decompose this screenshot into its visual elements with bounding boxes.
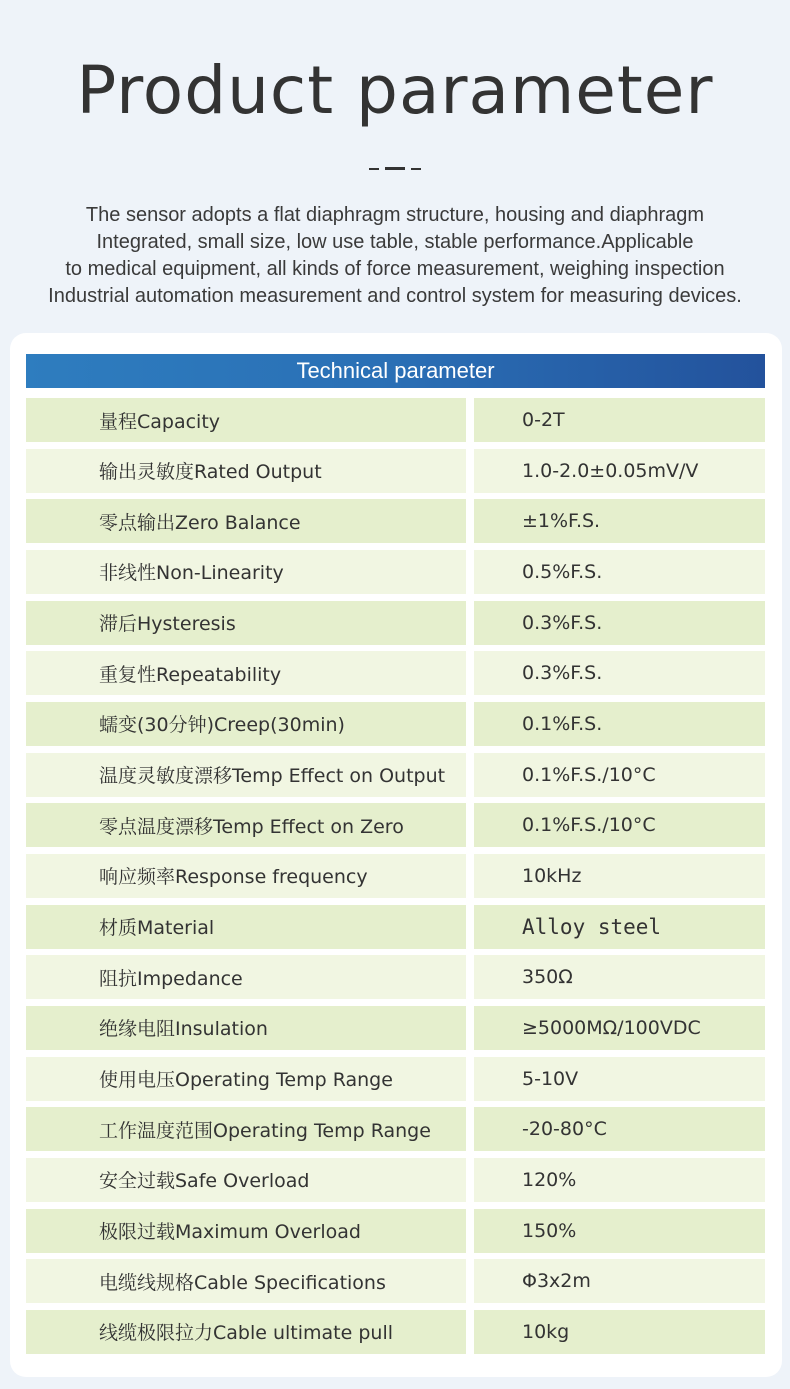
table-row: [26, 550, 765, 594]
intro-line: to medical equipment, all kinds of force measurement, weighing inspection: [65, 258, 725, 280]
param-value: 0.3%F.S.: [474, 601, 765, 645]
table-row: [26, 1006, 765, 1050]
param-name: 响应频率Response frequency: [26, 854, 466, 898]
param-value: -20-80°C: [474, 1107, 765, 1151]
table-row: [26, 1107, 765, 1151]
param-name: 温度灵敏度漂移Temp Effect on Output: [26, 753, 466, 797]
param-name: 材质Material: [26, 905, 466, 949]
intro-line: Integrated, small size, low use table, stable performance.Applicable: [96, 231, 694, 253]
param-value: 0-2T: [474, 398, 765, 442]
page-title: Product parameter: [76, 52, 714, 129]
table-row: [26, 449, 765, 493]
intro-text: [0, 202, 790, 310]
table-row: [26, 753, 765, 797]
table-row: [26, 702, 765, 746]
param-name: 电缆线规格Cable Specifications: [26, 1259, 466, 1303]
param-name: 阻抗Impedance: [26, 955, 466, 999]
intro-line: Industrial automation measurement and control system for measuring devices.: [48, 285, 742, 307]
table-row: [26, 1259, 765, 1303]
param-name: 极限过载Maximum Overload: [26, 1209, 466, 1253]
table-row: [26, 651, 765, 695]
param-name: 非线性Non-Linearity: [26, 550, 466, 594]
title-divider: [369, 166, 423, 172]
table-row: [26, 905, 765, 949]
table-row: [26, 803, 765, 847]
parameter-table: [26, 398, 765, 1360]
param-name: 量程Capacity: [26, 398, 466, 442]
param-value: 0.1%F.S./10°C: [474, 803, 765, 847]
table-row: [26, 601, 765, 645]
param-name: 安全过载Safe Overload: [26, 1158, 466, 1202]
param-value: 10kg: [474, 1310, 765, 1354]
param-value: 120%: [474, 1158, 765, 1202]
param-value: 0.3%F.S.: [474, 651, 765, 695]
param-value: 10kHz: [474, 854, 765, 898]
param-name: 零点温度漂移Temp Effect on Zero: [26, 803, 466, 847]
param-name: 重复性Repeatability: [26, 651, 466, 695]
table-row: [26, 1158, 765, 1202]
param-value: Φ3x2m: [474, 1259, 765, 1303]
param-value: ≥5000MΩ/100VDC: [474, 1006, 765, 1050]
param-value: 0.5%F.S.: [474, 550, 765, 594]
param-name: 线缆极限拉力Cable ultimate pull: [26, 1310, 466, 1354]
param-name: 滞后Hysteresis: [26, 601, 466, 645]
table-row: [26, 1209, 765, 1253]
param-name: 绝缘电阻Insulation: [26, 1006, 466, 1050]
table-row: [26, 1310, 765, 1354]
param-name: 使用电压Operating Temp Range: [26, 1057, 466, 1101]
param-value: 0.1%F.S./10°C: [474, 753, 765, 797]
param-name: 零点输出Zero Balance: [26, 499, 466, 543]
param-value: 0.1%F.S.: [474, 702, 765, 746]
param-value: Alloy steel: [474, 905, 765, 949]
param-value: 350Ω: [474, 955, 765, 999]
table-row: [26, 398, 765, 442]
param-value: 1.0-2.0±0.05mV/V: [474, 449, 765, 493]
param-value: 150%: [474, 1209, 765, 1253]
param-value: ±1%F.S.: [474, 499, 765, 543]
param-name: 输出灵敏度Rated Output: [26, 449, 466, 493]
table-row: [26, 499, 765, 543]
param-value: 5-10V: [474, 1057, 765, 1101]
table-row: [26, 1057, 765, 1101]
table-title: Technical parameter: [26, 354, 765, 388]
table-row: [26, 854, 765, 898]
param-name: 蠕变(30分钟)Creep(30min): [26, 702, 466, 746]
param-name: 工作温度范围Operating Temp Range: [26, 1107, 466, 1151]
intro-line: The sensor adopts a flat diaphragm structure, housing and diaphragm: [85, 204, 705, 226]
table-row: [26, 955, 765, 999]
